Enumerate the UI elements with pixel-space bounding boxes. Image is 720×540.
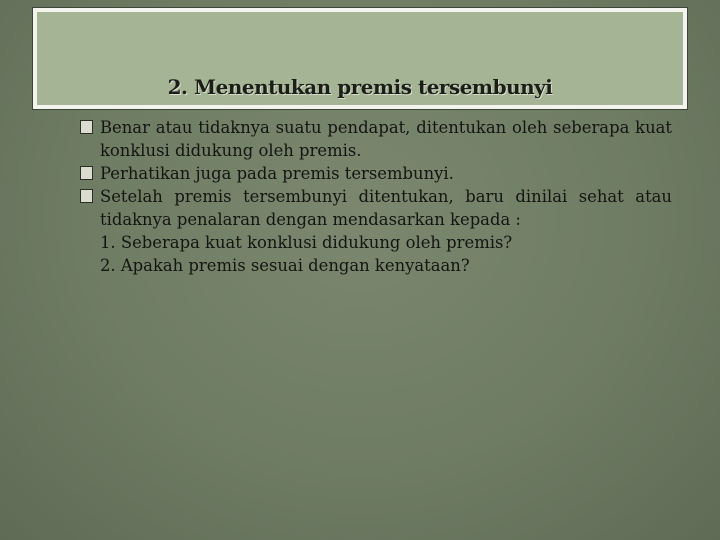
bullet-item: [80, 162, 672, 185]
bullet-box-icon: [80, 189, 93, 203]
bullet-text: Perhatikan juga pada premis tersembunyi.: [100, 164, 454, 183]
slide-title: 2. Menentukan premis tersembunyi: [167, 75, 553, 99]
bullet-item: [80, 185, 672, 231]
sub-item: 2. Apakah premis sesuai dengan kenyataan?: [100, 256, 470, 275]
bullet-box-icon: [80, 120, 93, 134]
slide-content: [80, 116, 672, 277]
bullet-box-icon: [80, 166, 93, 180]
title-box: [33, 8, 687, 109]
bullet-text: Benar atau tidaknya suatu pendapat, ditentukan oleh seberapa kuat konklusi didukung oleh premis.: [100, 118, 672, 160]
bullet-text: Setelah premis tersembunyi ditentukan, baru dinilai sehat atau tidaknya penalaran dengan mendasarkan kepada :: [100, 187, 672, 229]
bullet-item: [80, 116, 672, 162]
sub-item: 1. Seberapa kuat konklusi didukung oleh premis?: [100, 233, 513, 252]
